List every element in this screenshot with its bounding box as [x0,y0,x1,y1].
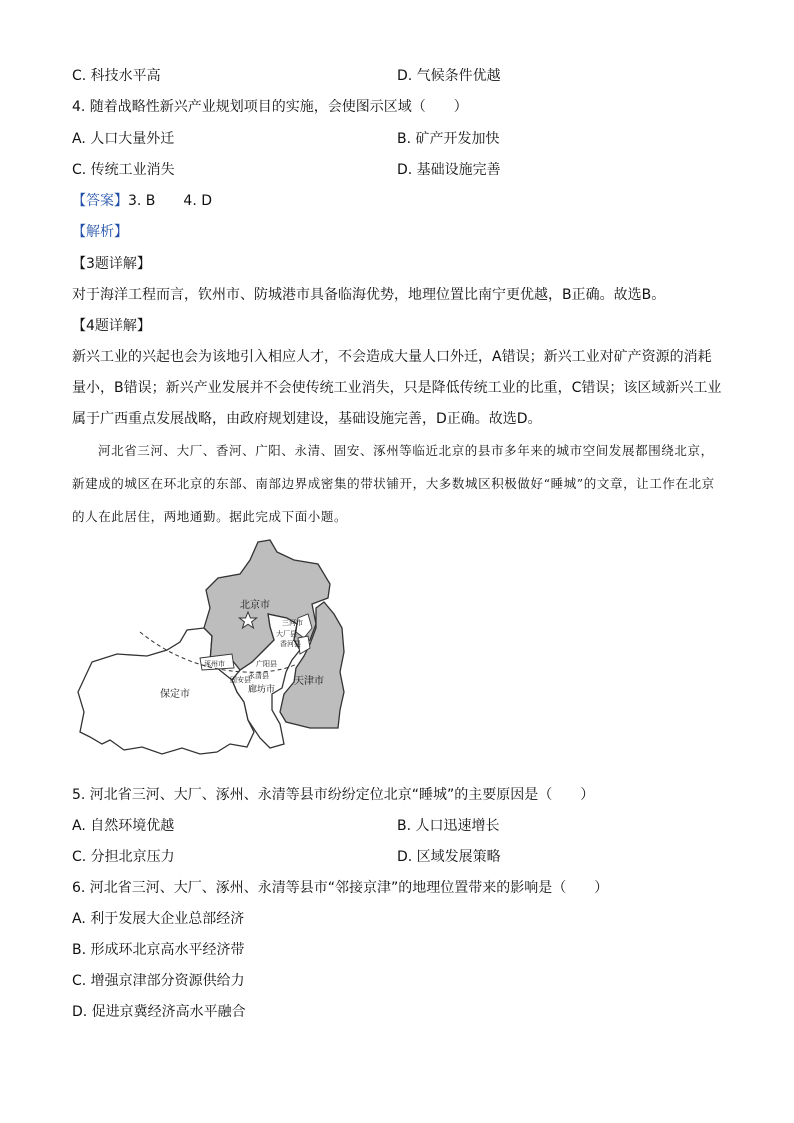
q4-stem: 4. 随着战略性新兴产业规划项目的实施，会使图示区域（ ） [72,99,468,115]
detail3-text: 对于海洋工程而言，钦州市、防城港市具备临海优势，地理位置比南宁更优越，B正确。故选B。 [72,287,666,303]
region-map [72,532,362,770]
q5-option-d: D. 区域发展策略 [397,849,501,865]
label-langfang: 廊坊市 [248,685,276,695]
q5-option-a: A. 自然环境优越 [72,818,175,834]
q3-option-d: D. 气候条件优越 [397,68,501,84]
q5-option-b: B. 人口迅速增长 [397,818,500,834]
q6-option-b: B. 形成环北京高水平经济带 [72,942,245,958]
q5-option-c: C. 分担北京压力 [72,849,175,865]
label-zhuozhou: 涿州市 [204,660,225,668]
analysis-tag: 【解析】 [72,224,128,240]
label-guangyang: 广阳县 [256,660,277,668]
answer-tag: 【答案】 [72,193,128,209]
q6-option-d: D. 促进京冀经济高水平融合 [72,1004,246,1020]
intro-paragraph: 河北省三河、大厂、香河、广阳、永清、固安、涿州等临近北京的县市多年来的城市空间发展都围绕北京，新建成的城区在环北京的东部、南部边界成密集的带状铺开，大多数城区积极做好“睡城”的文章，让工作在北京的人在此居住，两地通勤。据此完成下面小题。 [72,443,715,524]
q3-option-c: C. 科技水平高 [72,68,161,84]
q4-option-a: A. 人口大量外迁 [72,131,175,147]
label-xianghe: 香河县 [280,640,301,648]
label-yongqing: 永清县 [248,672,269,680]
q6-stem: 6. 河北省三河、大厂、涿州、永清等县市“邻接京津”的地理位置带来的影响是（ ） [72,880,609,896]
detail4-tag: 【4题详解】 [72,318,151,334]
q4-option-b: B. 矿产开发加快 [397,131,500,147]
q5-stem: 5. 河北省三河、大厂、涿州、永清等县市纷纷定位北京“睡城”的主要原因是（ ） [72,787,595,803]
q6-option-c: C. 增强京津部分资源供给力 [72,973,245,989]
detail3-tag: 【3题详解】 [72,256,151,272]
q6-option-a: A. 利于发展大企业总部经济 [72,911,245,927]
q4-option-d: D. 基础设施完善 [397,162,501,178]
detail4-text: 新兴工业的兴起也会为该地引入相应人才，不会造成大量人口外迁，A错误；新兴工业对矿产资源的消耗量小，B错误；新兴产业发展并不会使传统工业消失，只是降低传统工业的比重，C错误；该区域新兴工业属于广西重点发展战略，由政府规划建设，基础设施完善，D正确。故选D。 [72,349,722,427]
answer-text: 3. B 4. D [128,193,212,209]
q4-option-c: C. 传统工业消失 [72,162,175,178]
label-beijing: 北京市 [240,600,270,611]
answer-line [72,191,212,211]
label-sanhe: 三河市 [282,619,303,627]
label-baoding: 保定市 [160,689,190,700]
label-dachang: 大厂县 [276,630,297,638]
label-tianjin: 天津市 [294,676,324,687]
label-guan: 固安县 [230,676,251,684]
